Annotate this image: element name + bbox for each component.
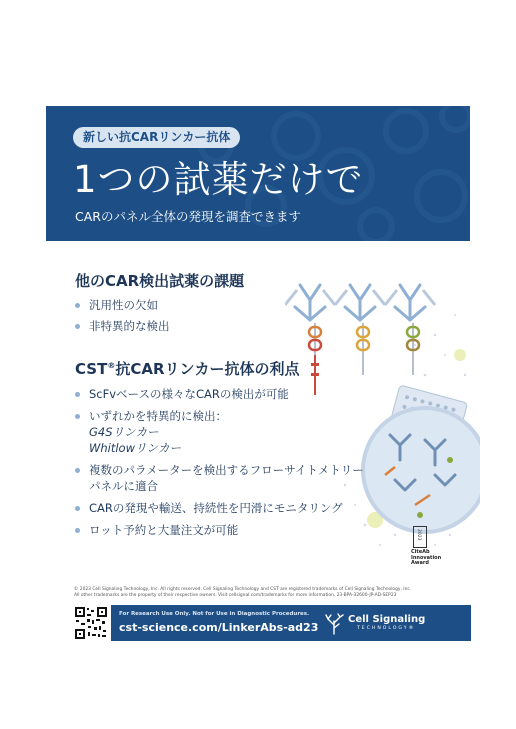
cst-logo (324, 613, 464, 635)
advantages-title: CST®抗CARリンカー抗体の利点 (75, 360, 300, 378)
brand-subtitle: TECHNOLOGY® (357, 626, 416, 631)
award-label: CiteAb Innovation Award (411, 549, 442, 566)
citeab-award-badge (411, 526, 451, 570)
advantages-list (75, 386, 364, 538)
challenges-list (75, 297, 170, 334)
g4s-linker-text: G4Sリンカー (89, 425, 159, 439)
bullet-dot (75, 468, 80, 473)
page-subheadline: CARのパネル全体の発現を調査できます (75, 209, 301, 224)
legal-text: © 2023 Cell Signaling Technology, Inc. All rights reserved. Cell Signaling Technology and CST are registered trademarks of Cell Signaling Technology, Inc. All other trademarks are the property of their respective owners. Visit cellsignal.com/trademarks for more information. 23-BPA-32600-JP-AD-SEP23 (74, 587, 412, 598)
list-item: 複数のパラメーターを検出するフローサイトメトリー パネルに適合 (75, 462, 364, 494)
award-year: 2023 (416, 529, 421, 541)
challenges-title: 他のCAR検出試薬の課題 (75, 272, 245, 290)
footer-bar (111, 605, 471, 641)
whitlow-linker-text: Whitlowリンカー (89, 441, 181, 455)
bullet-dot (75, 392, 80, 397)
list-item: CARの発現や輸送、持続性を円滑にモニタリング (75, 500, 364, 516)
bullet-dot (75, 528, 80, 533)
page-headline: 1つの試薬だけで (73, 158, 364, 201)
cell-signaling-tree-icon (324, 613, 344, 635)
list-item: ロット予約と大量注文が可能 (75, 522, 364, 538)
product-url-link[interactable]: cst-science.com/LinkerAbs-ad23 (119, 621, 319, 634)
bullet-dot (75, 414, 80, 419)
award-year-box (413, 526, 427, 548)
bullet-dot (75, 324, 80, 329)
list-item: 非特異的な検出 (75, 318, 170, 334)
new-product-pill: 新しい抗CARリンカー抗体 (73, 127, 240, 148)
list-item: ScFvベースの様々なCARの検出が可能 (75, 386, 364, 402)
list-item: いずれかを特異的に検出： G4Sリンカー Whitlowリンカー (75, 408, 364, 456)
brand-name: Cell Signaling (348, 614, 426, 625)
list-item: 汎用性の欠如 (75, 297, 170, 313)
bullet-dot (75, 303, 80, 308)
bullet-dot (75, 506, 80, 511)
research-use-disclaimer: For Research Use Only. Not for Use in Diagnostic Procedures. (119, 611, 310, 617)
hero-banner (46, 106, 470, 241)
qr-code-icon[interactable] (74, 606, 108, 640)
